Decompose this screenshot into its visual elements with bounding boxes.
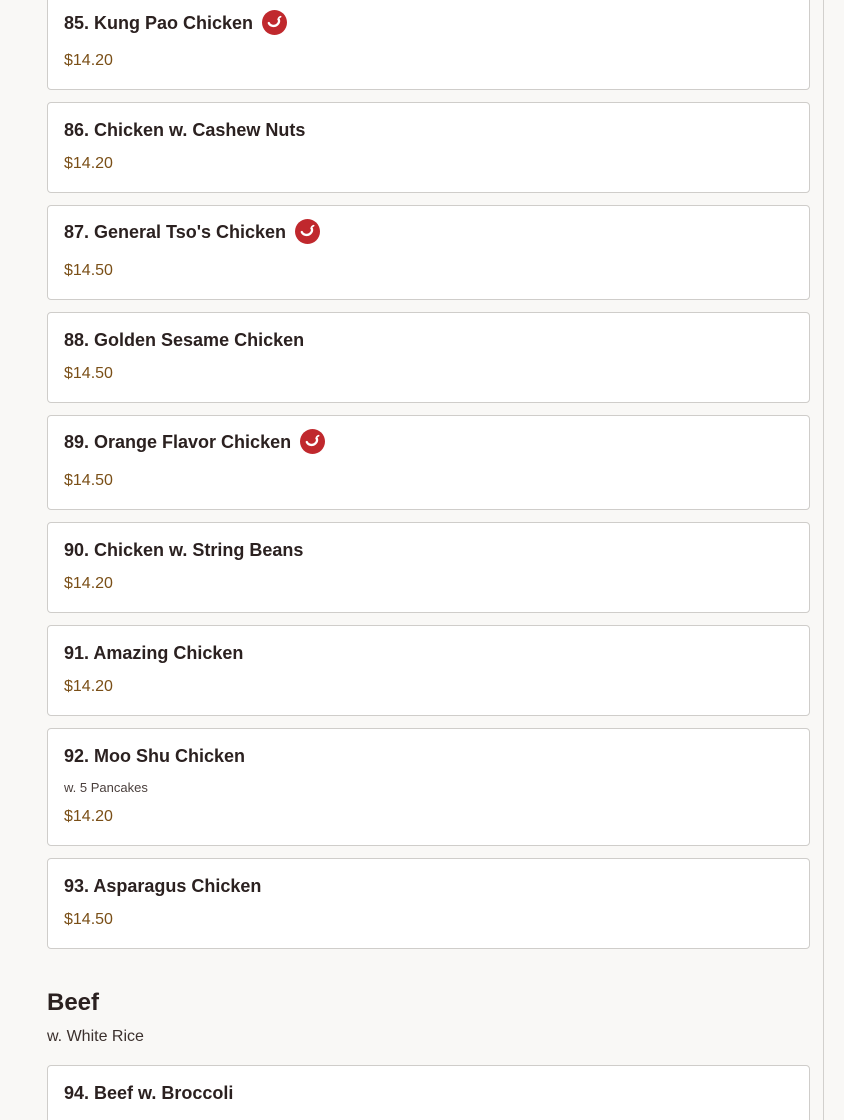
menu-item-name: 89. Orange Flavor Chicken <box>64 432 292 452</box>
menu-item-card[interactable] <box>47 312 810 403</box>
menu-item-title <box>64 12 287 35</box>
menu-item-card[interactable] <box>47 625 810 716</box>
menu-item-title <box>64 431 325 454</box>
menu-item-price: $14.20 <box>64 808 113 825</box>
menu-item-price: $14.50 <box>64 911 113 928</box>
menu-item-price: $14.20 <box>64 678 113 695</box>
menu-item-title <box>64 221 320 244</box>
menu-item-name: 87. General Tso's Chicken <box>64 222 287 242</box>
menu-item-price: $14.20 <box>64 575 113 592</box>
menu-item-price: $14.50 <box>64 365 113 382</box>
menu-item-card[interactable] <box>47 1065 810 1120</box>
spicy-pepper-icon <box>295 219 320 244</box>
menu-item-title: 90. Chicken w. String Beans <box>64 540 304 560</box>
menu-item-card[interactable] <box>47 415 810 510</box>
menu-item-price: $14.20 <box>64 155 113 172</box>
menu-item-card[interactable] <box>47 0 810 90</box>
menu-item-title: 94. Beef w. Broccoli <box>64 1083 234 1103</box>
menu-item-title: 91. Amazing Chicken <box>64 643 244 663</box>
menu-item-price: $14.50 <box>64 262 113 279</box>
section-heading: Beef <box>47 989 100 1016</box>
menu-item-note: w. 5 Pancakes <box>64 780 148 795</box>
menu-item-price: $14.20 <box>64 52 113 69</box>
menu-item-card[interactable] <box>47 858 810 949</box>
section-subheading: w. White Rice <box>47 1028 144 1045</box>
spicy-pepper-icon <box>262 10 287 35</box>
menu-item-card[interactable] <box>47 728 810 846</box>
menu-item-title: 93. Asparagus Chicken <box>64 876 262 896</box>
menu-item-card[interactable] <box>47 102 810 193</box>
menu-item-title: 92. Moo Shu Chicken <box>64 746 246 766</box>
menu-item-title: 88. Golden Sesame Chicken <box>64 330 305 350</box>
menu-item-card[interactable] <box>47 205 810 300</box>
scroll-divider <box>823 0 824 1120</box>
menu-item-title: 86. Chicken w. Cashew Nuts <box>64 120 306 140</box>
spicy-pepper-icon <box>300 429 325 454</box>
menu-item-name: 85. Kung Pao Chicken <box>64 13 254 33</box>
menu-item-card[interactable] <box>47 522 810 613</box>
menu-item-price: $14.50 <box>64 472 113 489</box>
